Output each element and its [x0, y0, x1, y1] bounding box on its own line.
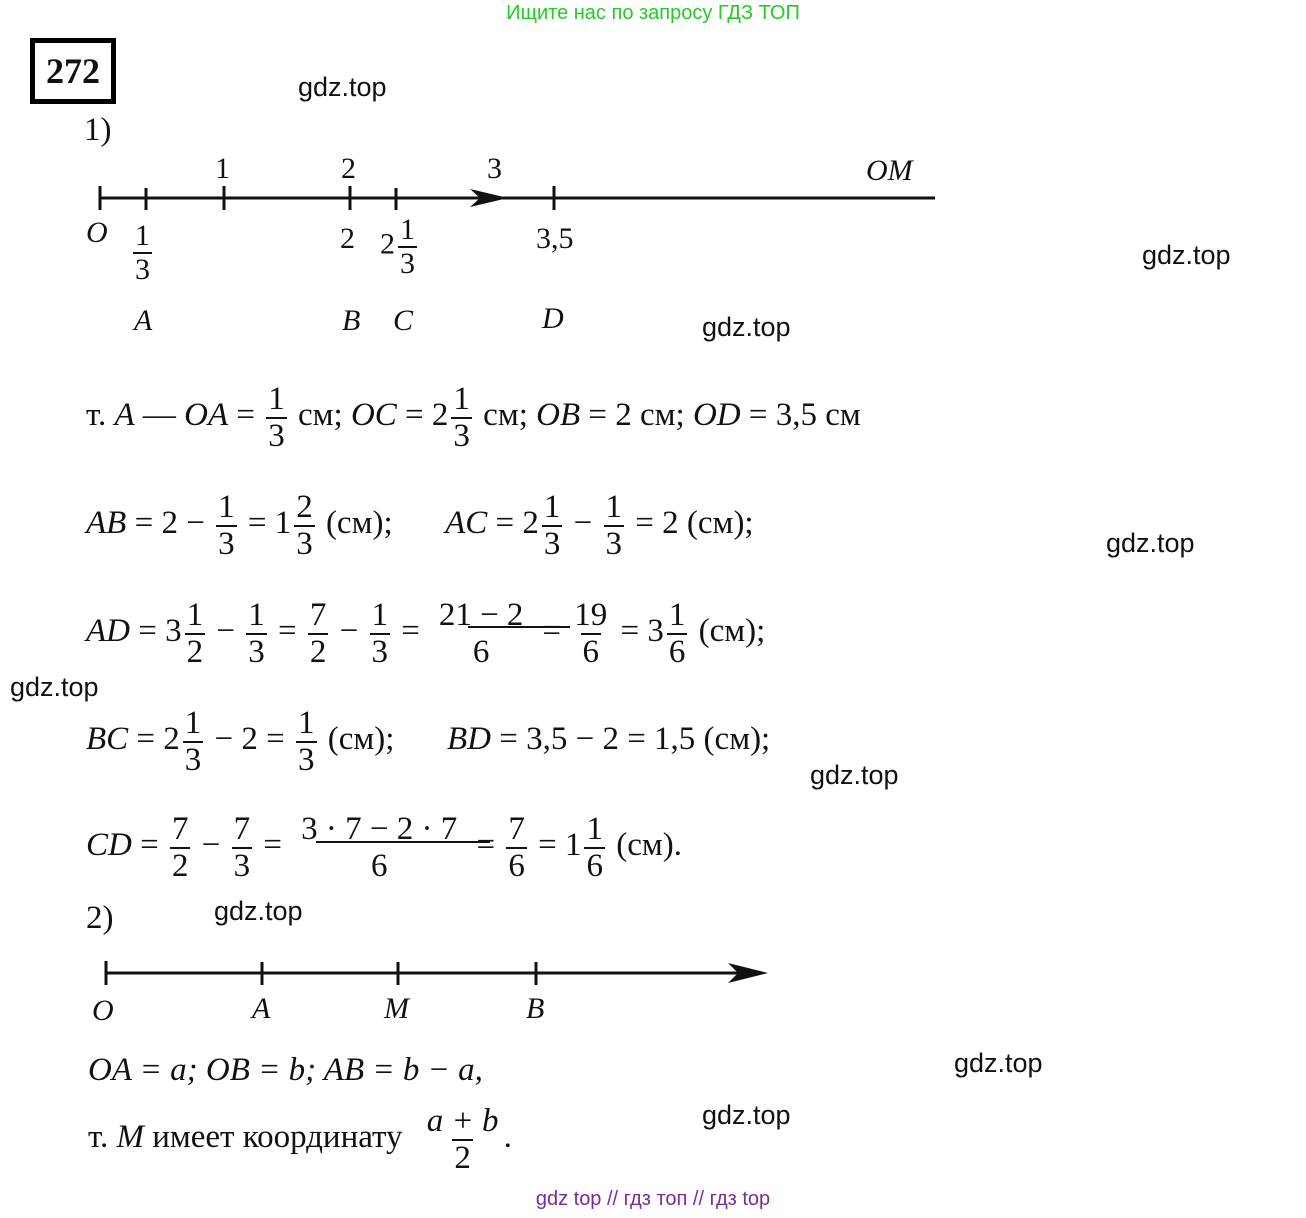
origin-label: O — [86, 216, 108, 249]
equation-line-5: CD = $\frac{7}{2}$ − $\frac{7}{3}$ = 3 · 7 − 2 · 7 6 = $\frac{7}{6}$ = 1 $\frac{1}{6}$ (см). — [86, 811, 682, 884]
footer-links: gdz top // гдз топ // гдз top — [535, 1188, 771, 1210]
watermark: gdz.top — [702, 312, 791, 342]
part2-line-2: т. M имеет координату $\frac{a + b}{2}$ . — [88, 1103, 512, 1176]
axis2-point-a: A — [252, 992, 271, 1025]
watermark: gdz.top — [10, 672, 99, 702]
watermark: gdz.top — [702, 1100, 791, 1130]
watermark: gdz.top — [954, 1048, 1043, 1078]
equation-line-2: AB = 2 − $\frac{1}{3}$ = 1 $\frac{2}{3}$ (см); AC = 2 $\frac{1}{3}$ − $\frac{1}{3}$ = 2 (см); — [86, 489, 754, 562]
search-hint: Ищите нас по запросу ГДЗ ТОП — [506, 2, 800, 24]
watermark: gdz.top — [810, 760, 899, 790]
value-c: 2 $\frac{1}{3}$ — [380, 213, 415, 280]
axis-2 — [106, 961, 768, 985]
watermark: gdz.top — [298, 72, 387, 102]
task-number: 272 — [30, 38, 116, 104]
value-d: 3,5 — [536, 222, 574, 255]
part1-label: 1) — [84, 112, 112, 148]
value-b: 2 — [340, 222, 355, 255]
equation-line-1: т. A — OA = $\frac{1}{3}$ см; OC = 2 $\frac{1}{3}$ см; OB = 2 см; OD = 3,5 см — [86, 381, 861, 454]
part2-line-1: OA = a; OB = b; AB = b − a, — [88, 1052, 483, 1088]
tick-label-2: 2 — [341, 152, 356, 185]
equation-line-4: BC = 2 $\frac{1}{3}$ − 2 = $\frac{1}{3}$ (см); BD = 3,5 − 2 = 1,5 (см); — [86, 705, 771, 778]
axis-1 — [100, 186, 935, 210]
axis2-point-o: O — [92, 994, 114, 1027]
part2-label: 2) — [86, 900, 114, 936]
tick-label-3: 3 — [487, 152, 502, 185]
value-a: $\frac{1}{3}$ — [135, 219, 150, 286]
point-c: C — [393, 304, 414, 337]
ray-label-om: OM — [866, 154, 913, 187]
axis2-point-b: B — [526, 992, 545, 1025]
tick-label-1: 1 — [215, 152, 230, 185]
point-b: B — [342, 304, 361, 337]
watermark: gdz.top — [214, 896, 303, 926]
watermark: gdz.top — [1142, 240, 1231, 270]
axis2-point-m: M — [384, 992, 409, 1025]
point-a: A — [134, 304, 153, 337]
equation-line-3: AD = 3 $\frac{1}{2}$ − $\frac{1}{3}$ = $\frac{7}{2}$ − $\frac{1}{3}$ = 21 − 2 6 = $\frac{19}{6}$ = 3 $\frac{1}{6}$ (см); — [86, 597, 766, 670]
point-d: D — [542, 302, 564, 335]
watermark: gdz.top — [1106, 528, 1195, 558]
